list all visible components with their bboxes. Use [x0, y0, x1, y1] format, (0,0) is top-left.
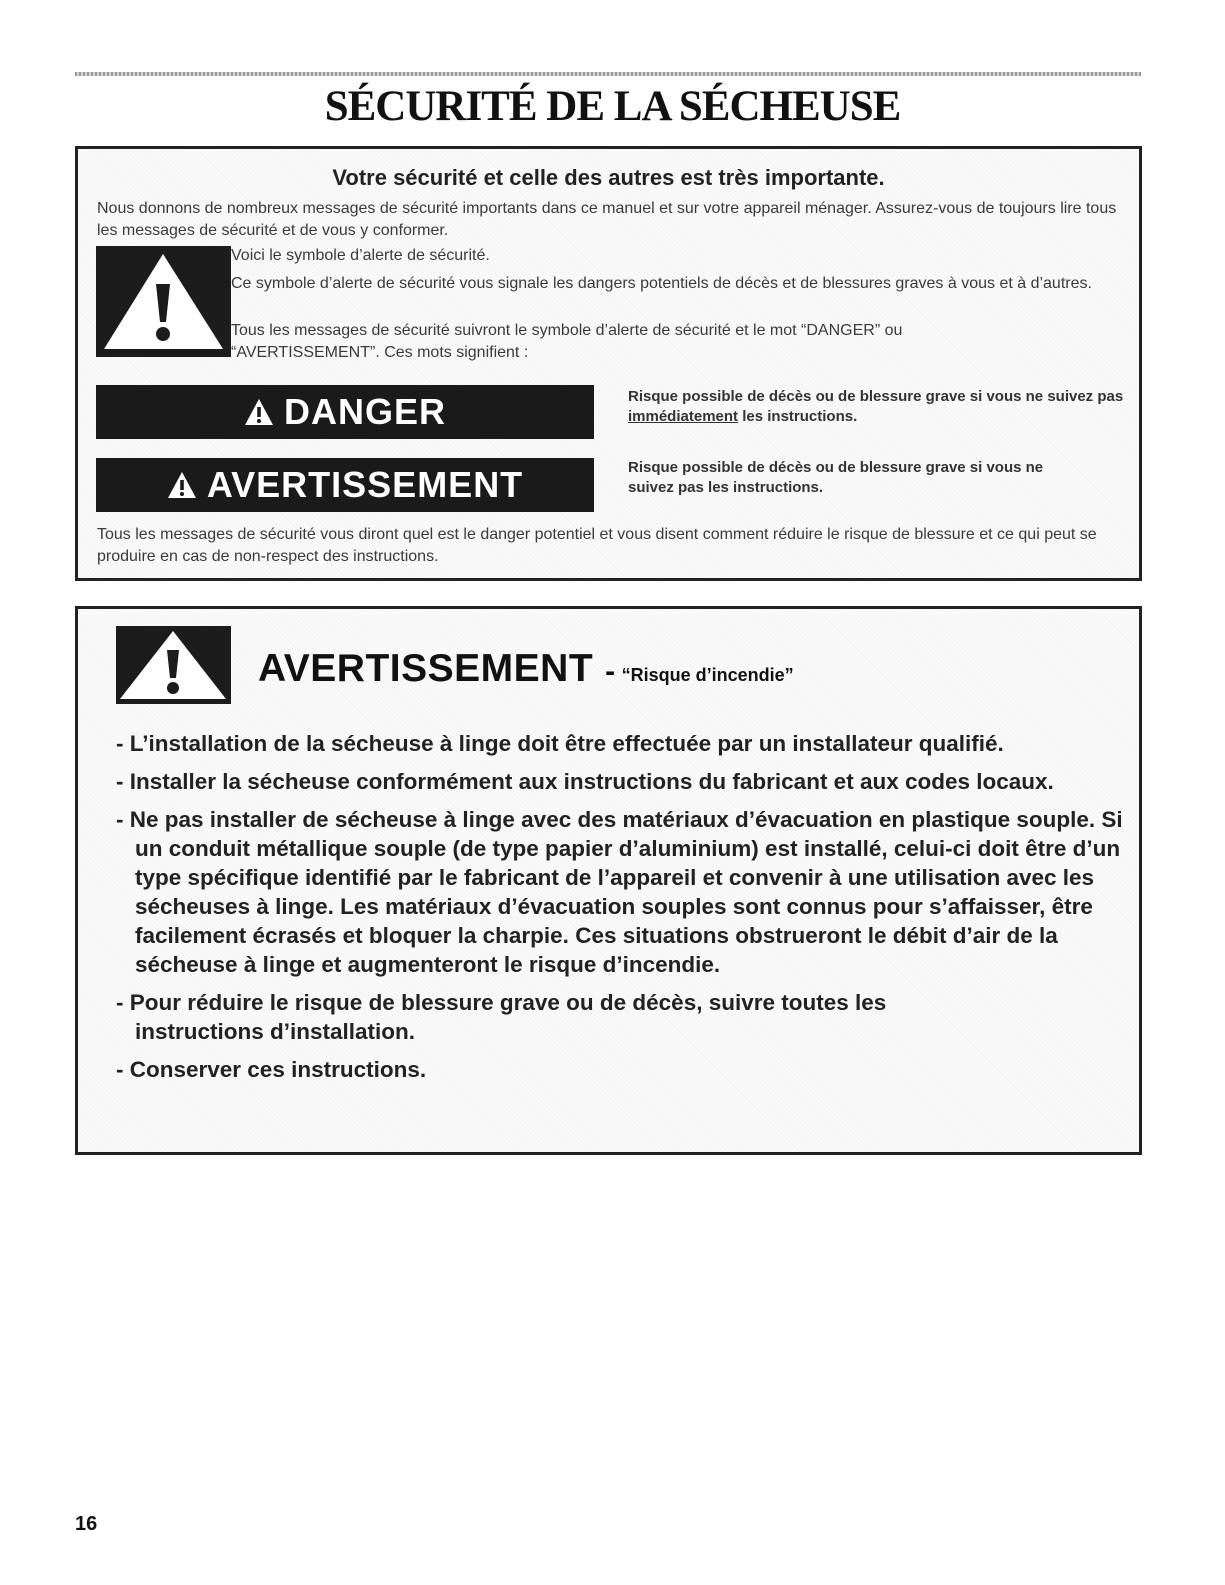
list-item: - Conserver ces instructions.: [116, 1057, 427, 1082]
safety-intro: Nous donnons de nombreux messages de sécurité importants dans ce manuel et sur votre appareil ménager. Assurez-vous de toujours lire tous les messages de sécurité et de vous y conformer.: [97, 200, 1117, 239]
safety-closing: Tous les messages de sécurité vous diront quel est le danger potentiel et vous disent comment réduire le risque de blessure et ce qui peut se produire en cas de non-respect des instructions.: [97, 526, 1097, 565]
symbol-line-2: Ce symbole d’alerte de sécurité vous signale les dangers potentiels de décès et de blessures graves à vous et à d’autres.: [231, 275, 1092, 292]
page-number: 16: [75, 1513, 98, 1535]
label-alert-triangle-icon: [244, 398, 274, 426]
danger-text-emphasis: immédiatement: [628, 408, 739, 425]
fire-warning-subtitle: “Risque d’incendie”: [621, 665, 794, 685]
danger-label-text: DANGER: [283, 391, 446, 432]
fire-warning-list: [116, 729, 1126, 1093]
fire-warning-title: [258, 647, 794, 691]
label-alert-triangle-icon: [167, 471, 197, 499]
danger-label: [96, 385, 594, 439]
safety-heading: Votre sécurité et celle des autres est très importante.: [332, 165, 885, 190]
list-item: - Installer la sécheuse conformément aux instructions du fabricant et aux codes locaux.: [116, 769, 1054, 794]
symbol-line-1: Voici le symbole d’alerte de sécurité.: [231, 247, 490, 264]
list-item: - Pour réduire le risque de blessure grave ou de décès, suivre toutes les instructions d’installation.: [116, 990, 887, 1044]
danger-text-start: Risque possible de décès ou de blessure grave si vous ne suivez pas: [628, 388, 1124, 405]
safety-alert-triangle-icon: [96, 246, 231, 357]
fire-warning-word: AVERTISSEMENT: [258, 647, 594, 690]
danger-text-end: les instructions.: [738, 408, 858, 425]
list-item: - Ne pas installer de sécheuse à linge avec des matériaux d’évacuation en plastique souple. Si un conduit métallique souple (de type papier d’aluminium) est installé, celui-ci doit être d’un type spécifique identifié par le fabricant de l’appareil et convenir à une utilisation avec les sécheuses à linge. Les matériaux d’évacuation souples sont connus pour s’affaisser, être facilement écrasés et bloquer la charpie. Ces situations obstrueront le débit d’air de la sécheuse à linge et augmenteront le risque d’incendie.: [116, 807, 1123, 977]
top-rule: [75, 72, 1141, 76]
fire-warning-box: [75, 606, 1142, 1155]
danger-description: [628, 387, 1128, 427]
warning-label: [96, 458, 594, 512]
warning-label-text: AVERTISSEMENT: [206, 464, 524, 505]
warning-description: Risque possible de décès ou de blessure grave si vous ne suivez pas les instructions.: [628, 459, 1044, 496]
safety-alert-triangle-icon: [116, 626, 231, 704]
list-item: - L’installation de la sécheuse à linge doit être effectuée par un installateur qualifié.: [116, 731, 1004, 756]
page-title: SÉCURITÉ DE LA SÉCHEUSE: [324, 83, 901, 130]
safety-info-box: [75, 146, 1142, 581]
fire-warning-separator: -: [605, 655, 616, 688]
symbol-line-3: Tous les messages de sécurité suivront le symbole d’alerte de sécurité et le mot “DANGER” ou “AVERTISSEMENT”. Ces mots signifient :: [231, 322, 903, 361]
